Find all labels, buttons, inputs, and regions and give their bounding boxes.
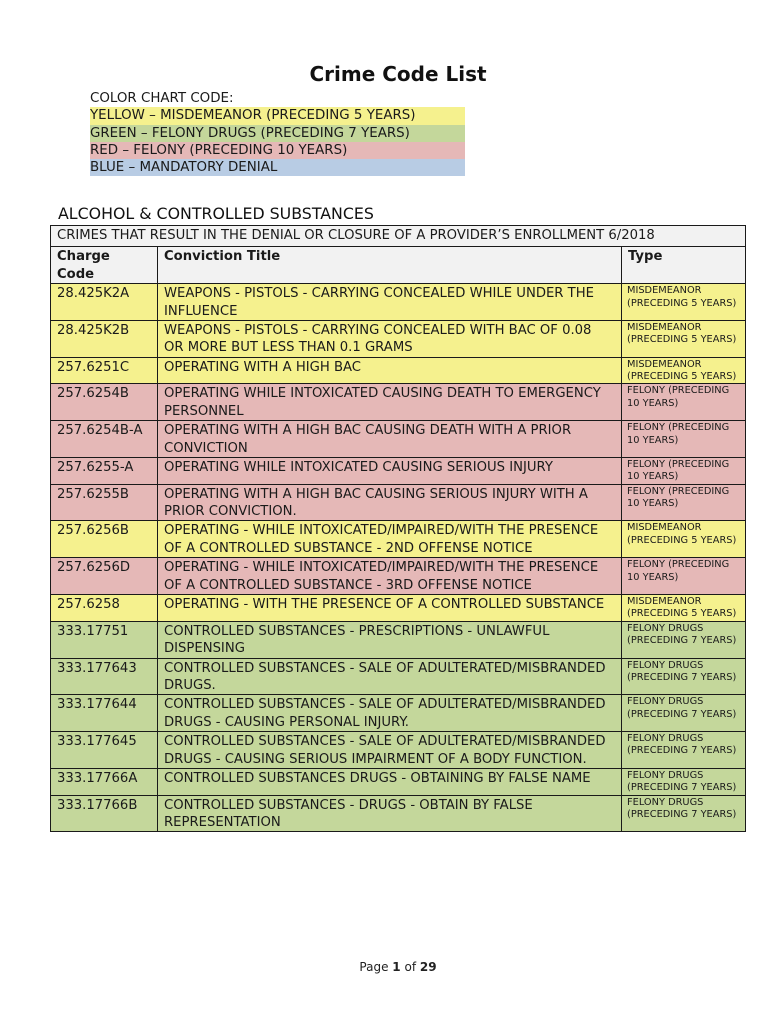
charge-code-cell: 257.6256D [51, 558, 158, 595]
legend-heading: COLOR CHART CODE: [90, 91, 234, 106]
table-row [51, 321, 746, 358]
page-of: of [400, 960, 420, 974]
section-heading: ALCOHOL & CONTROLLED SUBSTANCES [58, 204, 374, 223]
table-row [51, 284, 746, 321]
table-row [51, 458, 746, 485]
conviction-title-cell: OPERATING WHILE INTOXICATED CAUSING DEATH TO EMERGENCY PERSONNEL [158, 384, 622, 421]
type-cell: FELONY DRUGS (PRECEDING 7 YEARS) [622, 621, 746, 658]
type-cell: FELONY (PRECEDING 10 YEARS) [622, 484, 746, 521]
column-header-type: Type [622, 247, 746, 284]
total-pages: 29 [419, 960, 437, 974]
charge-code-cell: 333.177644 [51, 695, 158, 732]
conviction-title-cell: OPERATING - WHILE INTOXICATED/IMPAIRED/WITH THE PRESENCE OF A CONTROLLED SUBSTANCE - 3RD OFFENSE NOTICE [158, 558, 622, 595]
legend-item-blue: BLUE – MANDATORY DENIAL [90, 159, 465, 176]
table-row [51, 384, 746, 421]
charge-code-cell: 333.177645 [51, 732, 158, 769]
charge-code-cell: 333.177643 [51, 658, 158, 695]
page-title: Crime Code List [309, 62, 487, 86]
charge-code-cell: 257.6258 [51, 595, 158, 622]
conviction-title-cell: OPERATING WITH A HIGH BAC CAUSING DEATH WITH A PRIOR CONVICTION [158, 421, 622, 458]
type-cell: MISDEMEANOR (PRECEDING 5 YEARS) [622, 357, 746, 384]
charge-code-cell: 333.17766A [51, 768, 158, 795]
legend-item-red: RED – FELONY (PRECEDING 10 YEARS) [90, 142, 465, 159]
conviction-title-cell: CONTROLLED SUBSTANCES - SALE OF ADULTERATED/MISBRANDED DRUGS - CAUSING SERIOUS IMPAIRMENT OF A BODY FUNCTION. [158, 732, 622, 769]
page-label: Page [359, 960, 393, 974]
table-body [51, 284, 746, 832]
type-cell: MISDEMEANOR (PRECEDING 5 YEARS) [622, 321, 746, 358]
type-cell: FELONY DRUGS (PRECEDING 7 YEARS) [622, 658, 746, 695]
table-row [51, 421, 746, 458]
charge-code-cell: 28.425K2A [51, 284, 158, 321]
conviction-title-cell: CONTROLLED SUBSTANCES - SALE OF ADULTERATED/MISBRANDED DRUGS - CAUSING PERSONAL INJURY. [158, 695, 622, 732]
charge-code-cell: 257.6251C [51, 357, 158, 384]
table-row [51, 732, 746, 769]
charge-code-cell: 28.425K2B [51, 321, 158, 358]
conviction-title-cell: OPERATING WHILE INTOXICATED CAUSING SERIOUS INJURY [158, 458, 622, 485]
charge-code-cell: 257.6255B [51, 484, 158, 521]
conviction-title-cell: CONTROLLED SUBSTANCES DRUGS - OBTAINING BY FALSE NAME [158, 768, 622, 795]
page-number [0, 960, 768, 974]
type-cell: FELONY (PRECEDING 10 YEARS) [622, 384, 746, 421]
legend-item-green: GREEN – FELONY DRUGS (PRECEDING 7 YEARS) [90, 125, 465, 142]
type-cell: FELONY DRUGS (PRECEDING 7 YEARS) [622, 795, 746, 832]
type-cell: MISDEMEANOR (PRECEDING 5 YEARS) [622, 595, 746, 622]
color-chart-legend [90, 90, 465, 176]
conviction-title-cell: CONTROLLED SUBSTANCES - SALE OF ADULTERATED/MISBRANDED DRUGS. [158, 658, 622, 695]
type-cell: FELONY (PRECEDING 10 YEARS) [622, 421, 746, 458]
charge-code-cell: 257.6255-A [51, 458, 158, 485]
type-cell: FELONY DRUGS (PRECEDING 7 YEARS) [622, 732, 746, 769]
table-row [51, 357, 746, 384]
type-cell: FELONY DRUGS (PRECEDING 7 YEARS) [622, 695, 746, 732]
charge-code-cell: 333.17766B [51, 795, 158, 832]
conviction-title-cell: OPERATING - WITH THE PRESENCE OF A CONTROLLED SUBSTANCE [158, 595, 622, 622]
table-row [51, 621, 746, 658]
type-cell: MISDEMEANOR (PRECEDING 5 YEARS) [622, 521, 746, 558]
conviction-title-cell: WEAPONS - PISTOLS - CARRYING CONCEALED WITH BAC OF 0.08 OR MORE BUT LESS THAN 0.1 GRAMS [158, 321, 622, 358]
charge-code-cell: 257.6254B [51, 384, 158, 421]
column-header-conviction-title: Conviction Title [158, 247, 622, 284]
legend-item-yellow: YELLOW – MISDEMEANOR (PRECEDING 5 YEARS) [90, 107, 465, 124]
table-row [51, 558, 746, 595]
table-row [51, 658, 746, 695]
charge-code-cell: 333.17751 [51, 621, 158, 658]
type-cell: FELONY (PRECEDING 10 YEARS) [622, 558, 746, 595]
charge-code-cell: 257.6254B-A [51, 421, 158, 458]
current-page: 1 [392, 960, 401, 974]
charge-code-cell: 257.6256B [51, 521, 158, 558]
table-row [51, 595, 746, 622]
table-caption: CRIMES THAT RESULT IN THE DENIAL OR CLOSURE OF A PROVIDER’S ENROLLMENT 6/2018 [51, 226, 746, 247]
type-cell: MISDEMEANOR (PRECEDING 5 YEARS) [622, 284, 746, 321]
table-row [51, 795, 746, 832]
table-row [51, 484, 746, 521]
table-row [51, 695, 746, 732]
conviction-title-cell: CONTROLLED SUBSTANCES - DRUGS - OBTAIN BY FALSE REPRESENTATION [158, 795, 622, 832]
conviction-title-cell: WEAPONS - PISTOLS - CARRYING CONCEALED WHILE UNDER THE INFLUENCE [158, 284, 622, 321]
table-row [51, 768, 746, 795]
conviction-title-cell: OPERATING - WHILE INTOXICATED/IMPAIRED/WITH THE PRESENCE OF A CONTROLLED SUBSTANCE - 2ND OFFENSE NOTICE [158, 521, 622, 558]
type-cell: FELONY DRUGS (PRECEDING 7 YEARS) [622, 768, 746, 795]
conviction-title-cell: OPERATING WITH A HIGH BAC [158, 357, 622, 384]
type-cell: FELONY (PRECEDING 10 YEARS) [622, 458, 746, 485]
conviction-title-cell: OPERATING WITH A HIGH BAC CAUSING SERIOUS INJURY WITH A PRIOR CONVICTION. [158, 484, 622, 521]
conviction-title-cell: CONTROLLED SUBSTANCES - PRESCRIPTIONS - UNLAWFUL DISPENSING [158, 621, 622, 658]
crime-code-table [50, 225, 746, 832]
column-header-charge-code: Charge Code [51, 247, 158, 284]
table-row [51, 521, 746, 558]
